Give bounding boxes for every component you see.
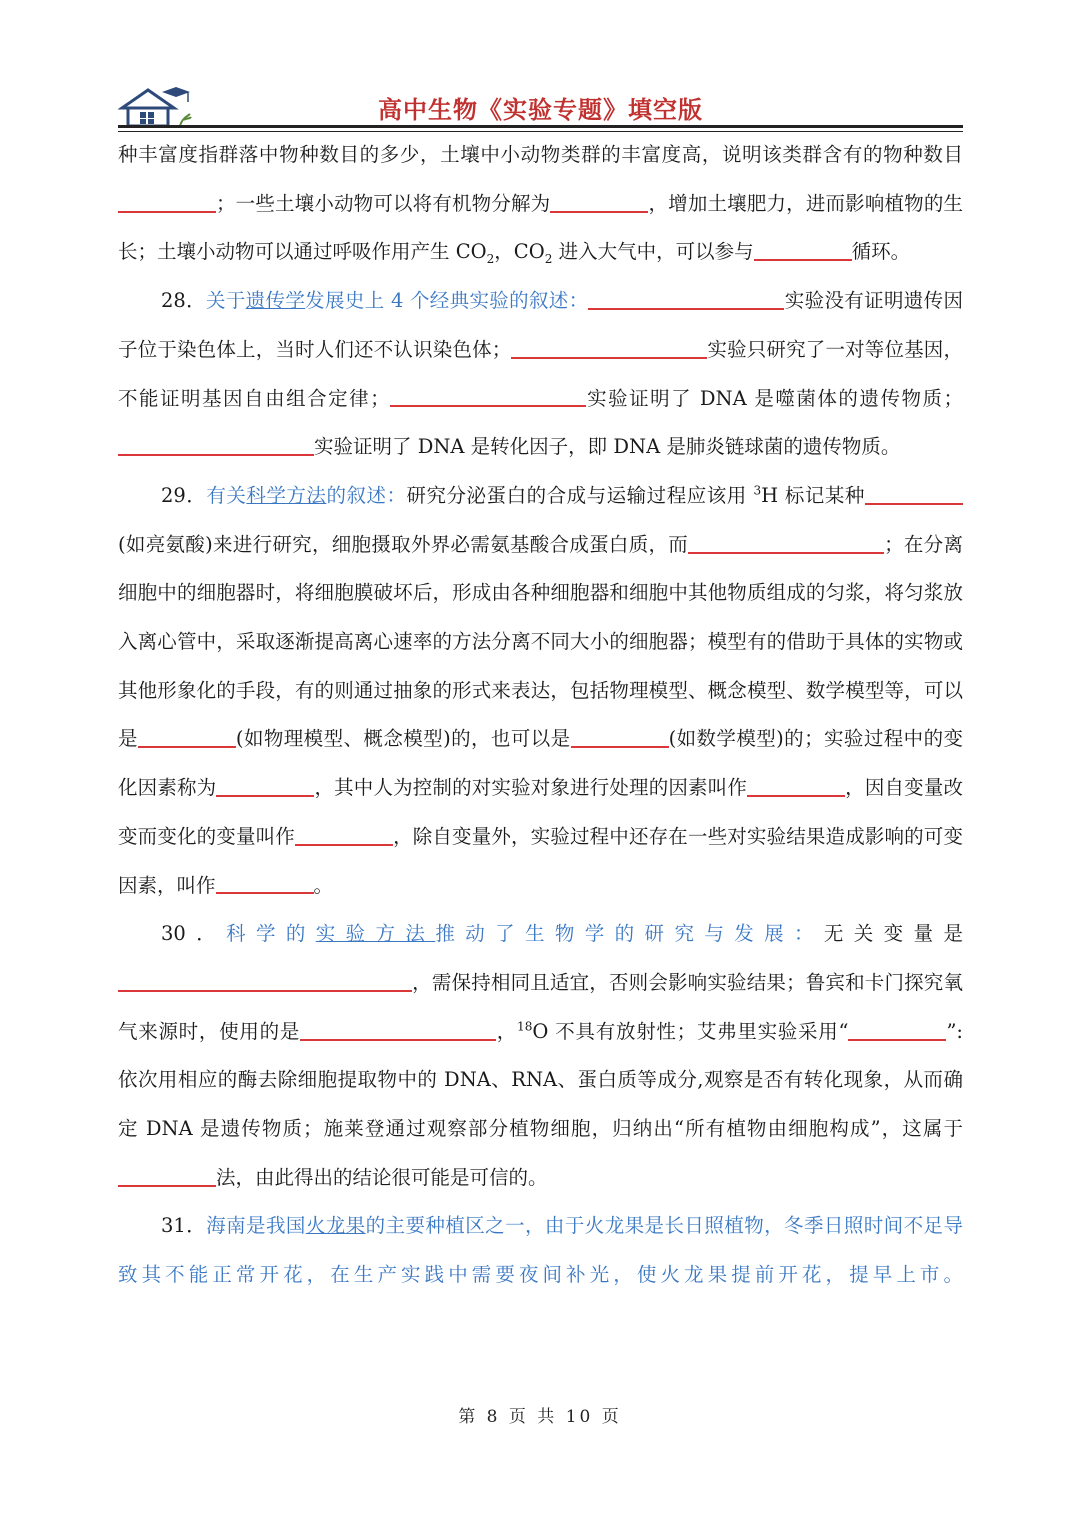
fill-blank[interactable] <box>118 434 314 456</box>
page-footer: 第 8 页 共 10 页 <box>458 1407 622 1427</box>
paragraph-continued: 种丰富度指群落中物种数目的多少，土壤中小动物类群的丰富度高，说明该类群含有的物种数目；一些土壤小动物可以将有机物分解为 ，增加土壤肥力，进而影响植物的生长；土壤小动物可以通过呼吸作用产生 $CO_2$，$CO_2$ 进入大气中，可以参与 循环。 <box>118 143 963 267</box>
fill-blank[interactable] <box>754 239 852 261</box>
header-rule-thick <box>118 125 963 128</box>
fill-blank[interactable] <box>511 336 707 358</box>
keyword-link[interactable]: 实验方法 <box>315 922 436 946</box>
fill-blank[interactable] <box>390 385 586 407</box>
fill-blank[interactable] <box>138 726 236 748</box>
keyword-link[interactable]: 遗传学 <box>245 289 306 313</box>
fill-blank[interactable] <box>571 726 669 748</box>
document-body <box>118 131 963 1300</box>
question-number: 28． <box>161 289 206 313</box>
question-28: 28．关于遗传学发展史上 4 个经典实验的叙述： 实验没有证明遗传因子位于染色体上，当时人们还不认识染色体； 实验只研究了一对等位基因，不能证明基因自由组合定律； 实验证明了 DNA 是噬菌体的遗传物质；实验证明了 DNA 是转化因子，即 DNA 是肺炎链球菌的遗传物质。 <box>118 289 963 459</box>
question-29: 29．有关科学方法的叙述：研究分泌蛋白的合成与运输过程应该用 $^3$H 标记某种(如亮氨酸)来进行研究，细胞摄取外界必需氨基酸合成蛋白质，而 ；在分离细胞中的细胞器时，将细胞膜破坏后，形成由各种细胞器和细胞中其他物质组成的匀浆，将匀浆放入离心管中，采取逐渐提高离心速率的方法分离不同大小的细胞器；模型有的借助于具体的实物或其他形象化的手段，有的则通过抽象的形式来表达，包括物理模型、概念模型、数学模型等，可以是 (如物理模型、概念模型)的，也可以是 (如数学模型)的；实验过程中的变化因素称为 ，其中人为控制的对实验对象进行处理的因素叫作 ，因自变量改变而变化的变量叫作 ，除自变量外，实验过程中还存在一些对实验结果造成影响的可变因素，叫作 。 <box>118 483 963 897</box>
keyword-link[interactable]: 科学方法 <box>246 483 327 507</box>
fill-blank[interactable] <box>118 969 412 991</box>
question-number: 30． <box>161 922 227 946</box>
fill-blank[interactable] <box>550 190 648 212</box>
question-30: 30．科学的实验方法推动了生物学的研究与发展：无关变量是，需保持相同且适宜，否则会影响实验结果；鲁宾和卡门探究氧气来源时，使用的是 ，$^{18}$O 不具有放射性；艾弗里实验采用“ ”:依次用相应的酶去除细胞提取物中的 DNA、RNA、蛋白质等成分,观察是否有转化现象，从而确定 DNA 是遗传物质；施莱登通过观察部分植物细胞，归纳出“所有植物由细胞构成”，这属于法，由此得出的结论很可能是可信的。 <box>118 922 963 1189</box>
page-header <box>118 80 963 132</box>
fill-blank[interactable] <box>216 872 314 894</box>
fill-blank[interactable] <box>300 1018 496 1040</box>
fill-blank[interactable] <box>295 823 393 845</box>
question-number: 29． <box>161 483 207 507</box>
fill-blank[interactable] <box>216 775 314 797</box>
fill-blank[interactable] <box>688 531 884 553</box>
fill-blank[interactable] <box>118 190 216 212</box>
question-number: 31． <box>161 1214 207 1238</box>
fill-blank[interactable] <box>865 482 963 504</box>
document-title: 高中生物《实验专题》填空版 <box>378 96 703 124</box>
fill-blank[interactable] <box>118 1164 216 1186</box>
question-31: 31．海南是我国火龙果的主要种植区之一，由于火龙果是长日照植物，冬季日照时间不足导致其不能正常开花，在生产实践中需要夜间补光，使火龙果提前开花，提早上市。 <box>118 1214 963 1287</box>
fill-blank[interactable] <box>747 775 845 797</box>
fill-blank[interactable] <box>588 288 784 310</box>
keyword-link[interactable]: 火龙果 <box>305 1214 366 1238</box>
fill-blank[interactable] <box>848 1018 946 1040</box>
